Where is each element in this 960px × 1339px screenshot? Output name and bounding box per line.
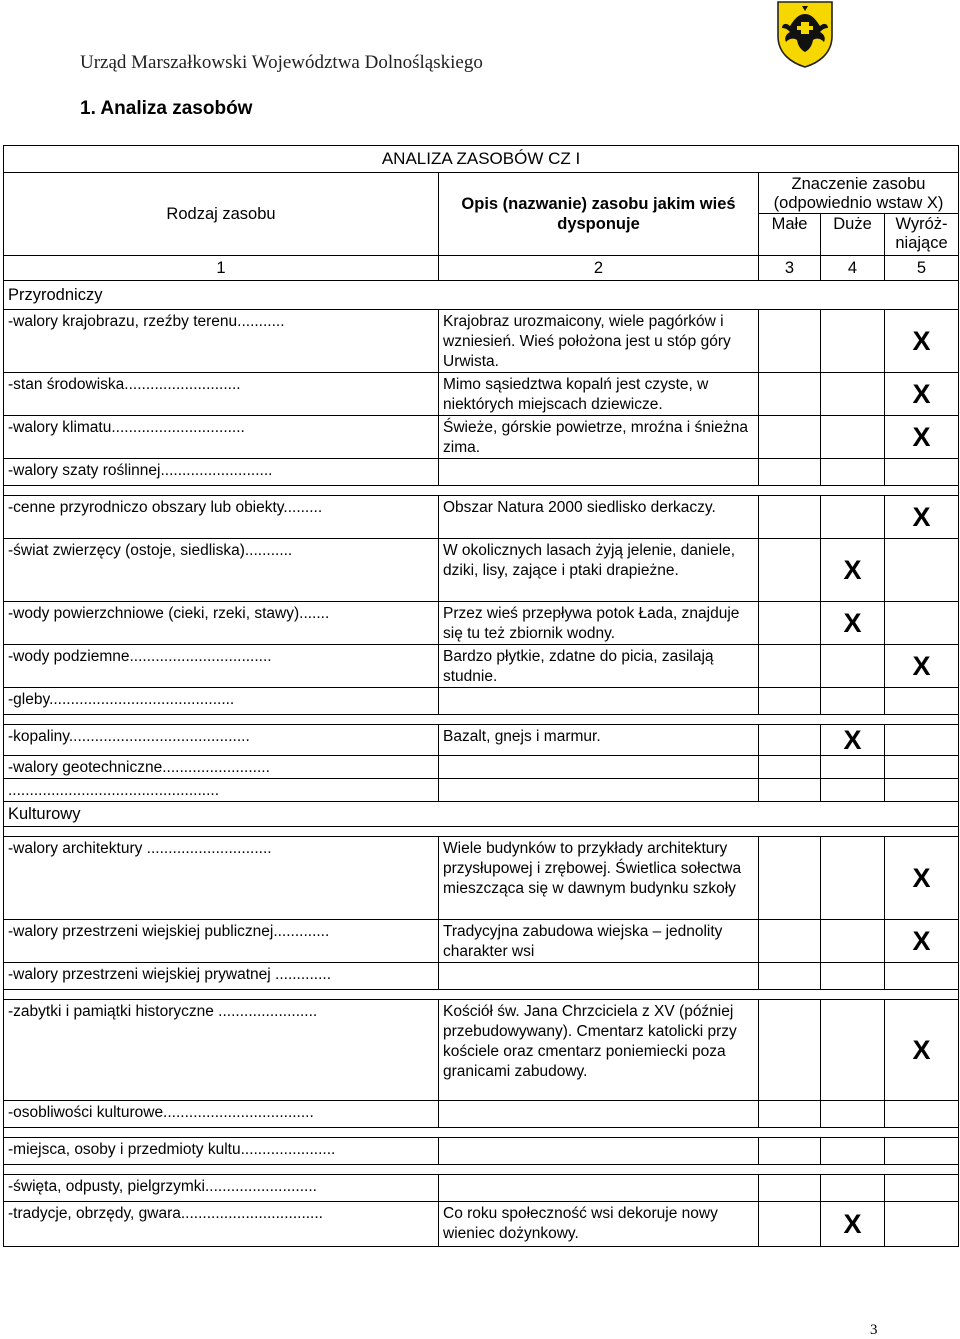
cell-small bbox=[759, 310, 821, 373]
mark-distinctive: X bbox=[885, 920, 959, 963]
cell-small bbox=[759, 779, 821, 802]
row-desc-blank bbox=[439, 779, 759, 802]
mark-distinctive: X bbox=[885, 373, 959, 416]
cell-distinctive bbox=[885, 459, 959, 486]
cell-small bbox=[759, 1175, 821, 1202]
row-label-soils: -gleby........................................... bbox=[4, 688, 439, 715]
cell-large bbox=[821, 963, 885, 990]
spacer-row bbox=[4, 1128, 959, 1138]
row-desc-protected-areas: Obszar Natura 2000 siedlisko derkaczy. bbox=[439, 496, 759, 539]
table-caption: ANALIZA ZASOBÓW CZ I bbox=[4, 146, 959, 173]
mark-distinctive: X bbox=[885, 310, 959, 373]
row-desc-places-of-worship bbox=[439, 1138, 759, 1165]
section-title: 1. Analiza zasobów bbox=[80, 98, 253, 119]
row-desc-climate: Świeże, górskie powietrze, mroźna i śnieżna zima. bbox=[439, 416, 759, 459]
row-label-blank: ................................................. bbox=[4, 779, 439, 802]
spacer-row bbox=[4, 827, 959, 837]
cell-distinctive bbox=[885, 756, 959, 779]
spacer-row bbox=[4, 715, 959, 725]
cell-small bbox=[759, 725, 821, 756]
row-label-climate: -walory klimatu............................... bbox=[4, 416, 439, 459]
cell-small bbox=[759, 688, 821, 715]
spacer-row bbox=[4, 486, 959, 496]
cell-large bbox=[821, 416, 885, 459]
cell-small bbox=[759, 963, 821, 990]
row-desc-surface-water: Przez wieś przepływa potok Łada, znajduje się tu też zbiornik wodny. bbox=[439, 602, 759, 645]
row-label-public-space: -walory przestrzeni wiejskiej publicznej............. bbox=[4, 920, 439, 963]
category-natural: Przyrodniczy bbox=[4, 281, 959, 310]
cell-small bbox=[759, 1138, 821, 1165]
cell-small bbox=[759, 602, 821, 645]
row-label-fauna: -świat zwierzęcy (ostoje, siedliska)........... bbox=[4, 539, 439, 602]
mark-distinctive: X bbox=[885, 837, 959, 920]
row-label-vegetation: -walory szaty roślinnej.......................... bbox=[4, 459, 439, 486]
row-label-minerals: -kopaliny.......................................... bbox=[4, 725, 439, 756]
row-label-monuments: -zabytki i pamiątki historyczne ....................... bbox=[4, 1000, 439, 1101]
col-header-distinctive: Wyróż-niające bbox=[885, 214, 959, 256]
cell-small bbox=[759, 920, 821, 963]
mark-large: X bbox=[821, 725, 885, 756]
cell-small bbox=[759, 1202, 821, 1247]
col-header-large: Duże bbox=[821, 214, 885, 256]
cell-small bbox=[759, 373, 821, 416]
cell-large bbox=[821, 756, 885, 779]
col-number-2: 2 bbox=[439, 256, 759, 281]
cell-large bbox=[821, 1175, 885, 1202]
row-label-cultural-curiosities: -osobliwości kulturowe................................... bbox=[4, 1101, 439, 1128]
cell-small bbox=[759, 539, 821, 602]
coat-of-arms-icon bbox=[776, 0, 834, 68]
cell-distinctive bbox=[885, 1138, 959, 1165]
resource-analysis-table bbox=[3, 145, 959, 1247]
cell-large bbox=[821, 688, 885, 715]
cell-large bbox=[821, 496, 885, 539]
row-label-holidays: -święta, odpusty, pielgrzymki.......................... bbox=[4, 1175, 439, 1202]
row-desc-public-space: Tradycyjna zabudowa wiejska – jednolity charakter wsi bbox=[439, 920, 759, 963]
cell-large bbox=[821, 310, 885, 373]
cell-small bbox=[759, 459, 821, 486]
row-desc-groundwater: Bardzo płytkie, zdatne do picia, zasilają studnie. bbox=[439, 645, 759, 688]
row-label-landscape: -walory krajobrazu, rzeźby terenu........... bbox=[4, 310, 439, 373]
row-label-places-of-worship: -miejsca, osoby i przedmioty kultu...................... bbox=[4, 1138, 439, 1165]
row-desc-landscape: Krajobraz urozmaicony, wiele pagórków i wzniesień. Wieś położona jest u stóp góry Urwista. bbox=[439, 310, 759, 373]
col-header-importance-title: Znaczenie zasobu bbox=[791, 175, 926, 193]
cell-large bbox=[821, 1138, 885, 1165]
col-number-1: 1 bbox=[4, 256, 439, 281]
row-label-geotechnical: -walory geotechniczne......................... bbox=[4, 756, 439, 779]
cell-large bbox=[821, 779, 885, 802]
cell-distinctive bbox=[885, 725, 959, 756]
cell-distinctive bbox=[885, 602, 959, 645]
row-desc-vegetation bbox=[439, 459, 759, 486]
cell-large bbox=[821, 1000, 885, 1101]
mark-large: X bbox=[821, 602, 885, 645]
cell-small bbox=[759, 1101, 821, 1128]
row-desc-geotechnical bbox=[439, 756, 759, 779]
cell-small bbox=[759, 645, 821, 688]
col-header-small: Małe bbox=[759, 214, 821, 256]
row-desc-holidays bbox=[439, 1175, 759, 1202]
page-number: 3 bbox=[870, 1322, 878, 1338]
cell-distinctive bbox=[885, 779, 959, 802]
row-label-private-space: -walory przestrzeni wiejskiej prywatnej ............. bbox=[4, 963, 439, 990]
category-cultural: Kulturowy bbox=[4, 802, 959, 827]
mark-large: X bbox=[821, 1202, 885, 1247]
col-header-description: Opis (nazwanie) zasobu jakim wieś dysponuje bbox=[439, 173, 759, 256]
spacer-row bbox=[4, 1165, 959, 1175]
row-desc-private-space bbox=[439, 963, 759, 990]
cell-small bbox=[759, 416, 821, 459]
row-desc-minerals: Bazalt, gnejs i marmur. bbox=[439, 725, 759, 756]
row-label-groundwater: -wody podziemne................................. bbox=[4, 645, 439, 688]
mark-distinctive: X bbox=[885, 496, 959, 539]
cell-distinctive bbox=[885, 688, 959, 715]
cell-large bbox=[821, 837, 885, 920]
row-desc-fauna: W okolicznych lasach żyją jelenie, daniele, dziki, lisy, zające i ptaki drapieżne. bbox=[439, 539, 759, 602]
office-header-title: Urząd Marszałkowski Województwa Dolnośląskiego bbox=[80, 52, 483, 73]
row-desc-architecture: Wiele budynków to przykłady architektury przysłupowej i zrębowej. Świetlica sołectwa mieszcząca się w dawnym budynku szkoły bbox=[439, 837, 759, 920]
col-number-5: 5 bbox=[885, 256, 959, 281]
row-desc-monuments: Kościół św. Jana Chrzciciela z XV (później przebudowywany). Cmentarz katolicki przy kościele oraz cmentarz poniemiecki poza granicami zabudowy. bbox=[439, 1000, 759, 1101]
cell-distinctive bbox=[885, 1101, 959, 1128]
row-label-surface-water: -wody powierzchniowe (cieki, rzeki, stawy)....... bbox=[4, 602, 439, 645]
cell-small bbox=[759, 496, 821, 539]
mark-distinctive: X bbox=[885, 416, 959, 459]
row-desc-environment: Mimo sąsiedztwa kopalń jest czyste, w niektórych miejscach dziewicze. bbox=[439, 373, 759, 416]
mark-distinctive: X bbox=[885, 645, 959, 688]
cell-small bbox=[759, 756, 821, 779]
cell-distinctive bbox=[885, 963, 959, 990]
cell-large bbox=[821, 645, 885, 688]
row-label-architecture: -walory architektury ............................. bbox=[4, 837, 439, 920]
row-desc-soils bbox=[439, 688, 759, 715]
cell-large bbox=[821, 1101, 885, 1128]
col-header-importance-hint: (odpowiednio wstaw X) bbox=[773, 194, 944, 212]
mark-large: X bbox=[821, 539, 885, 602]
cell-small bbox=[759, 1000, 821, 1101]
cell-distinctive bbox=[885, 1175, 959, 1202]
cell-distinctive bbox=[885, 539, 959, 602]
col-header-resource-type: Rodzaj zasobu bbox=[4, 173, 439, 256]
row-label-environment: -stan środowiska........................... bbox=[4, 373, 439, 416]
col-number-4: 4 bbox=[821, 256, 885, 281]
row-label-traditions: -tradycje, obrzędy, gwara................................. bbox=[4, 1202, 439, 1247]
row-desc-cultural-curiosities bbox=[439, 1101, 759, 1128]
cell-large bbox=[821, 459, 885, 486]
mark-distinctive: X bbox=[885, 1000, 959, 1101]
cell-large bbox=[821, 920, 885, 963]
row-label-protected-areas: -cenne przyrodniczo obszary lub obiekty......... bbox=[4, 496, 439, 539]
col-header-importance bbox=[759, 173, 959, 214]
cell-small bbox=[759, 837, 821, 920]
cell-distinctive bbox=[885, 1202, 959, 1247]
cell-large bbox=[821, 373, 885, 416]
row-desc-traditions: Co roku społeczność wsi dekoruje nowy wieniec dożynkowy. bbox=[439, 1202, 759, 1247]
col-number-3: 3 bbox=[759, 256, 821, 281]
spacer-row bbox=[4, 990, 959, 1000]
